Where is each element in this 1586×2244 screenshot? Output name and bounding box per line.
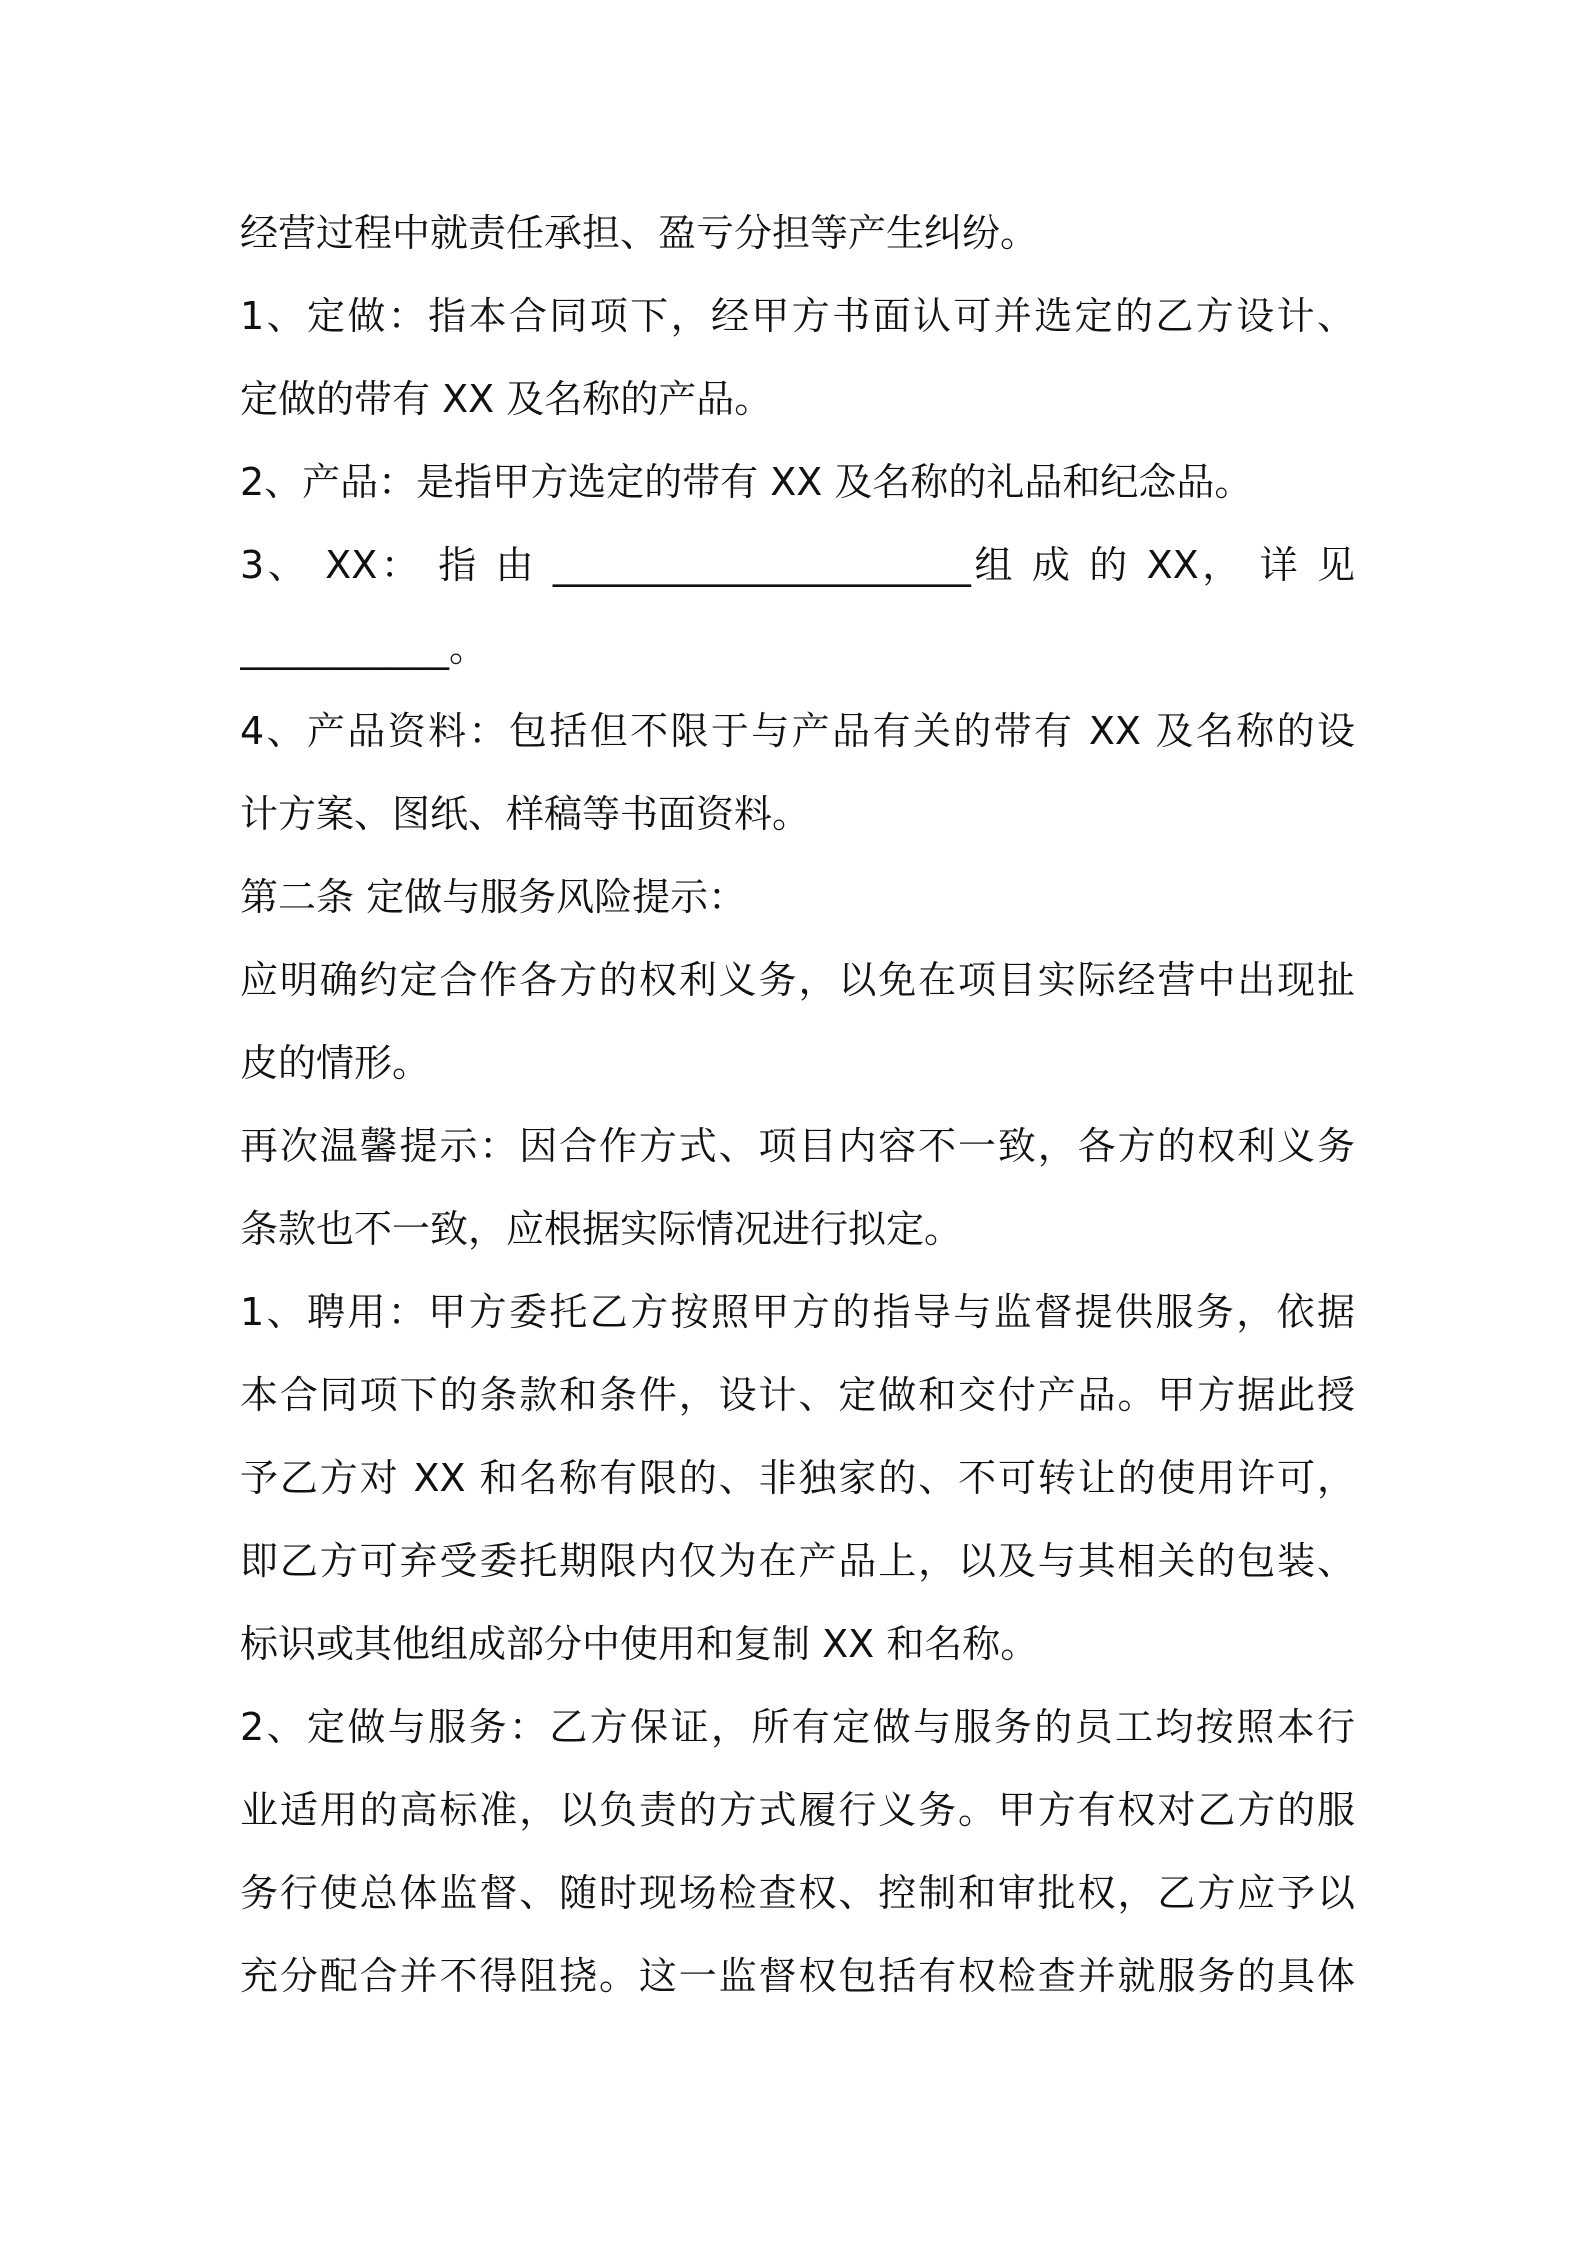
text-line: 2、定做与服务：乙方保证，所有定做与服务的员工均按照本行	[240, 1705, 1355, 1749]
text-line: 应明确约定合作各方的权利义务，以免在项目实际经营中出现扯	[240, 958, 1355, 1002]
text-line: 务行使总体监督、随时现场检查权、控制和审批权，乙方应予以	[240, 1871, 1355, 1915]
text-line: 1、聘用：甲方委托乙方按照甲方的指导与监督提供服务，依据	[240, 1290, 1355, 1334]
text-line: 业适用的高标准，以负责的方式履行义务。甲方有权对乙方的服	[240, 1788, 1355, 1832]
text-line: 予乙方对 XX 和名称有限的、非独家的、不可转让的使用许可，	[240, 1456, 1355, 1500]
text-line: 4、产品资料：包括但不限于与产品有关的带有 XX 及名称的设	[240, 709, 1355, 753]
document-body	[240, 192, 1355, 2018]
text-line: 皮的情形。	[240, 1041, 431, 1085]
text-line: 本合同项下的条款和条件，设计、定做和交付产品。甲方据此授	[240, 1373, 1355, 1417]
text-line: 条款也不一致，应根据实际情况进行拟定。	[240, 1207, 963, 1251]
text-line: 经营过程中就责任承担、盈亏分担等产生纠纷。	[240, 211, 1039, 255]
text-line: 定做的带有 XX 及名称的产品。	[240, 377, 773, 421]
section-heading: 第二条 定做与服务风险提示：	[240, 875, 747, 919]
text-line: 3、 XX： 指 由 ______________________组 成 的 XX， 详 见	[240, 543, 1355, 587]
text-line: 2、产品：是指甲方选定的带有 XX 及名称的礼品和纪念品。	[240, 460, 1253, 504]
text-line: 1、定做：指本合同项下，经甲方书面认可并选定的乙方设计、	[240, 294, 1355, 338]
text-line: 充分配合并不得阻挠。这一监督权包括有权检查并就服务的具体	[240, 1954, 1355, 1998]
text-line: 再次温馨提示：因合作方式、项目内容不一致，各方的权利义务	[240, 1124, 1355, 1168]
text-line: 计方案、图纸、样稿等书面资料。	[240, 792, 811, 836]
text-line: 标识或其他组成部分中使用和复制 XX 和名称。	[240, 1622, 1039, 1666]
text-line: 即乙方可弃受委托期限内仅为在产品上，以及与其相关的包装、	[240, 1539, 1355, 1583]
text-line: ___________。	[240, 626, 488, 670]
